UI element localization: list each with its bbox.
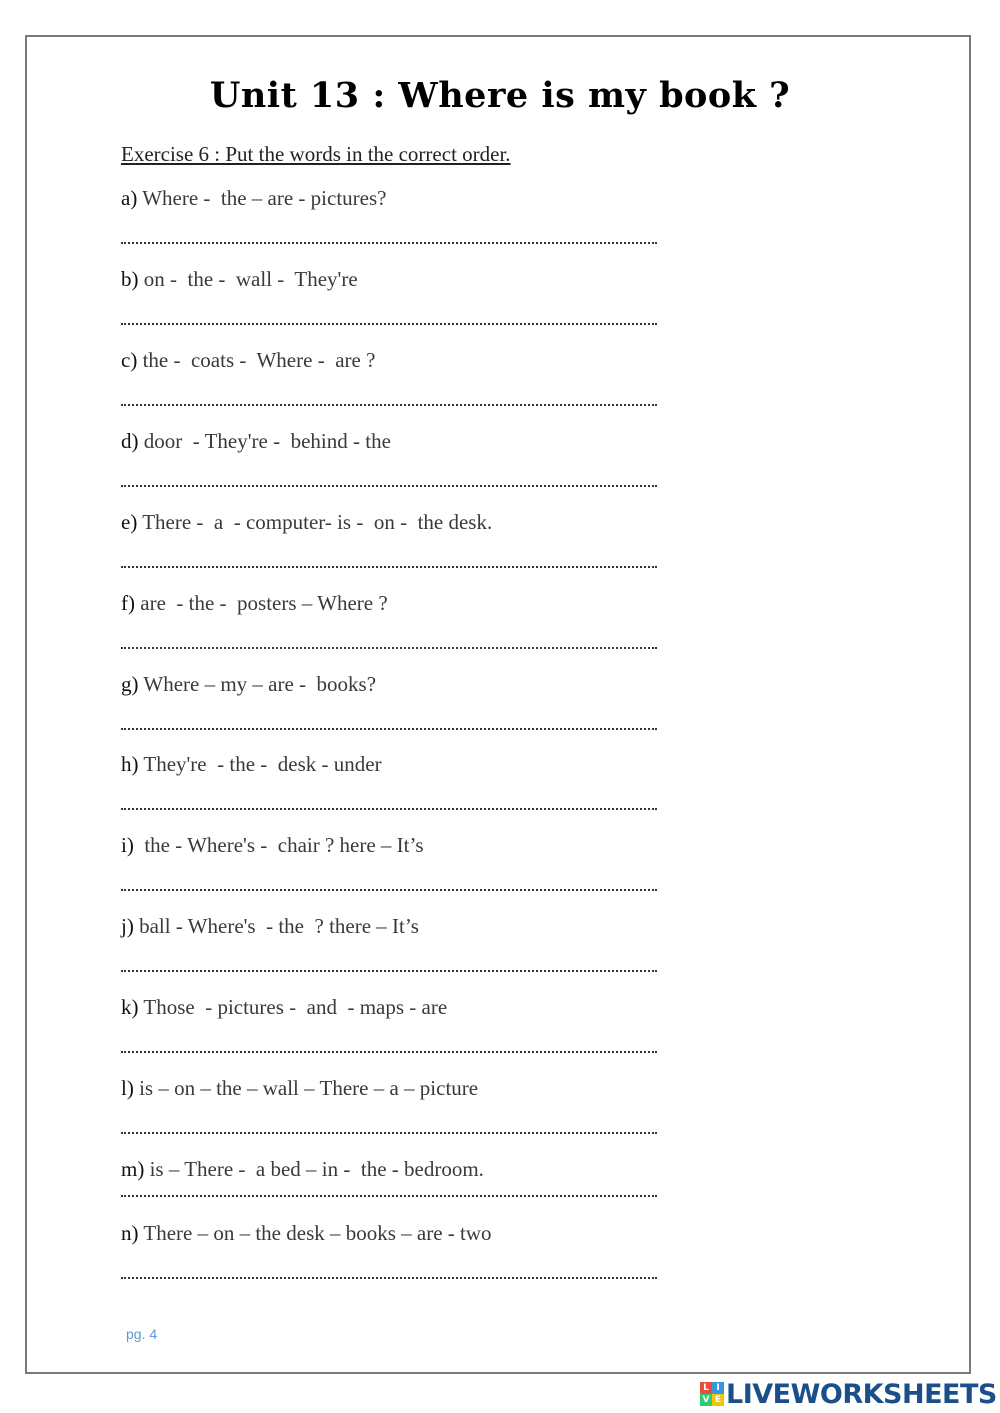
answer-line[interactable] [121,566,657,568]
item-text [121,833,424,858]
scrambled-words: the - Where's - chair ? here – It’s [144,833,424,857]
item-label: l) [121,1076,140,1100]
answer-line[interactable] [121,1051,657,1053]
answer-line[interactable] [121,242,657,244]
item-text [121,914,419,939]
item-label: f) [121,591,141,615]
item-text [121,267,358,292]
answer-line[interactable] [121,485,657,487]
scrambled-words: door - They're - behind - the [143,429,391,453]
item-text [121,995,447,1020]
item-text [121,672,376,697]
logo-letter: V [700,1394,712,1406]
answer-line[interactable] [121,647,657,649]
page-number: pg. 4 [126,1326,158,1342]
item-label: c) [121,348,143,372]
item-label: g) [121,672,144,696]
item-text [121,752,382,777]
item-label: h) [121,752,144,776]
item-label: i) [121,833,145,857]
scrambled-words: on - the - wall - They're [143,267,358,291]
item-text [121,1076,478,1101]
scrambled-words: Those - pictures - and - maps - are [143,995,448,1019]
item-text [121,1157,484,1182]
answer-line[interactable] [121,728,657,730]
item-text [121,429,391,454]
scrambled-words: There - a - computer- is - on - the desk. [142,510,493,534]
answer-line[interactable] [121,970,657,972]
answer-line[interactable] [121,1277,657,1279]
item-text [121,348,375,373]
liveworksheets-brand[interactable] [700,1378,997,1410]
item-label: b) [121,267,144,291]
liveworksheets-logo-icon [700,1382,724,1406]
item-text [121,510,492,535]
item-text [121,186,386,211]
answer-line[interactable] [121,404,657,406]
item-label: d) [121,429,144,453]
item-label: j) [121,914,140,938]
answer-line[interactable] [121,1132,657,1134]
scrambled-words: are - the - posters – Where ? [140,591,388,615]
logo-letter: E [712,1394,724,1406]
logo-letter: I [712,1382,724,1394]
worksheet-title: Unit 13 : Where is my book ? [209,75,791,116]
item-text [121,591,388,616]
scrambled-words: is – on – the – wall – There – a – picture [139,1076,479,1100]
answer-line[interactable] [121,323,657,325]
scrambled-words: ball - Where's - the ? there – It’s [139,914,419,938]
answer-line[interactable] [121,808,657,810]
item-label: e) [121,510,143,534]
item-label: n) [121,1221,144,1245]
exercise-instruction: Exercise 6 : Put the words in the correct order. [121,142,511,166]
scrambled-words: Where - the – are - pictures? [142,186,387,210]
answer-line[interactable] [121,1195,657,1197]
item-text [121,1221,492,1246]
brand-name: LIVEWORKSHEETS [726,1378,997,1410]
item-label: m) [121,1157,150,1181]
item-label: k) [121,995,144,1019]
scrambled-words: is – There - a bed – in - the - bedroom. [149,1157,484,1181]
scrambled-words: the - coats - Where - are ? [142,348,376,372]
answer-line[interactable] [121,889,657,891]
scrambled-words: There – on – the desk – books – are - two [143,1221,492,1245]
logo-letter: L [700,1382,712,1394]
item-label: a) [121,186,143,210]
scrambled-words: Where – my – are - books? [143,672,377,696]
scrambled-words: They're - the - desk - under [143,752,382,776]
